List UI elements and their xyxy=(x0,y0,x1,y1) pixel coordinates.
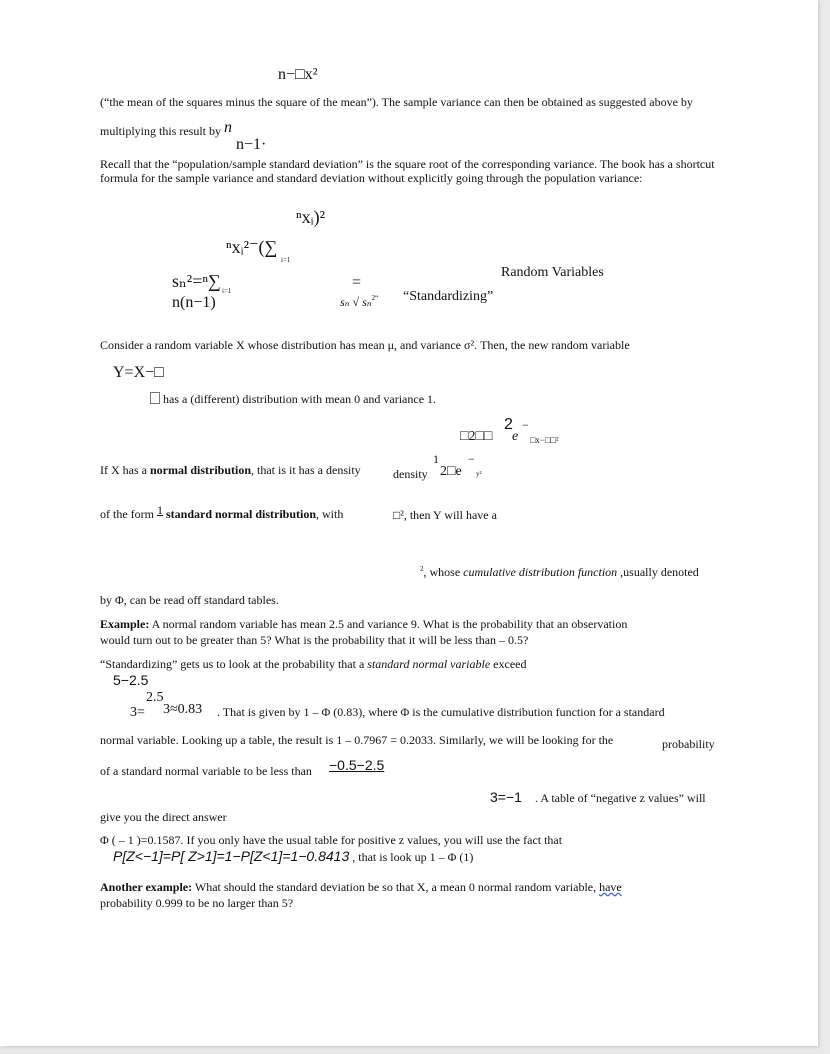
heading-random-variables: Random Variables xyxy=(501,265,604,280)
paragraph-has-distribution xyxy=(150,386,436,406)
if-x-suffix: , that is it has a density xyxy=(251,463,361,477)
lookup-text: , that is look up 1 – Φ (1) xyxy=(349,850,474,864)
pz-formula: P[Z<−1]=P[ Z>1]=1−P[Z<1]=1−0.8413 xyxy=(113,848,350,864)
cdf-c: ,usually denoted xyxy=(617,565,699,579)
multiplying-text: multiplying this result by xyxy=(100,124,222,138)
formula-denominator: n(n−1) xyxy=(172,294,216,311)
with-text: , with xyxy=(316,507,344,521)
formula-equals: = xyxy=(352,274,362,291)
standardizing-term: standard normal variable xyxy=(367,657,491,671)
formula-xi-squared-sum: ⁿxᵢ²⁻(∑ xyxy=(226,237,278,257)
paragraph-standardizing xyxy=(100,657,526,671)
paragraph-another-line2: probability 0.999 to be no larger than 5? xyxy=(100,896,294,910)
formula-n-minus-1: n−1· xyxy=(236,136,267,153)
paragraph-by-phi: by Φ, can be read off standard tables. xyxy=(100,593,279,607)
paragraph-pz-formula xyxy=(113,849,473,864)
formula-y-standardized: Y=X−□ xyxy=(113,364,164,381)
formula-approx-083: 3≈0.83 xyxy=(163,702,203,717)
multiplying-n: n xyxy=(224,119,233,136)
paragraph-less-than: of a standard normal variable to be less than xyxy=(100,764,312,778)
paragraph-mean-of-squares: (“the mean of the squares minus the square of the mean”). The sample variance can then be obtained as suggested above by xyxy=(100,95,693,109)
density-dash-a: − xyxy=(522,418,529,432)
paragraph-another-line1 xyxy=(100,880,622,894)
paragraph-phi-value: Φ ( – 1 )=0.1587. If you only have the usual table for positive z values, you will use the fact that xyxy=(100,833,563,847)
form-prefix: of the form xyxy=(100,507,154,521)
formula-n-minus-x2: n−□x² xyxy=(278,66,318,83)
paragraph-negative-z: . A table of “negative z values” will xyxy=(535,791,706,805)
density-fragment-a: 2 xyxy=(504,416,513,433)
cdf-term: cumulative distribution function xyxy=(463,565,618,579)
another-text: What should the standard deviation be so that X, a mean 0 normal random variable, xyxy=(192,880,600,894)
if-x-prefix: If X has a xyxy=(100,463,150,477)
density-e: e xyxy=(512,429,519,444)
formula-sn-sqrt-text: sₙ √ sₙ xyxy=(340,295,372,309)
example-text: A normal random variable has mean 2.5 and variance 9. What is the probability that an observation xyxy=(149,617,628,631)
formula-index-a: i=1 xyxy=(281,256,291,264)
standardizing-c: exceed xyxy=(490,657,527,671)
form-one: 1 xyxy=(156,503,163,517)
heading-standardizing: “Standardizing” xyxy=(403,289,494,304)
paragraph-cdf xyxy=(420,562,699,579)
density-top-boxes: □2□□ xyxy=(460,429,493,444)
placeholder-box xyxy=(150,392,160,404)
density-two-box-e: 2□e xyxy=(440,464,462,479)
density-dash-b: − xyxy=(468,452,475,466)
standard-normal-term: standard normal distribution xyxy=(165,507,317,521)
fraction-numerator: 5−2.5 xyxy=(113,672,149,688)
formula-xi-squared-top: ⁿxᵢ)² xyxy=(296,207,326,227)
paragraph-multiplying xyxy=(100,121,232,138)
another-label: Another example: xyxy=(100,880,193,894)
paragraph-example-line2: would turn out to be greater than 5? What is the probability that it will be less than – 0.5? xyxy=(100,633,529,647)
paragraph-normal-variable: normal variable. Looking up a table, the result is 1 – 0.7967 = 0.2033. Similarly, we will be looking for the xyxy=(100,733,614,747)
formula-sn-squared: sₙ²=ⁿ∑ xyxy=(172,271,221,291)
paragraph-example-line1 xyxy=(100,617,627,631)
cdf-a: , whose xyxy=(423,565,464,579)
density-label: density xyxy=(393,467,428,481)
fraction-3-equals: 3= xyxy=(130,705,145,720)
paragraph-form xyxy=(100,503,343,521)
normal-distribution-term: normal distribution xyxy=(149,463,251,477)
fraction-less-than: −0.5−2.5 xyxy=(329,757,385,773)
paragraph-recall-line1: Recall that the “population/sample standard deviation” is the square root of the corresponding variance. The book has a shortcut xyxy=(100,157,715,171)
have-word: have xyxy=(599,880,622,894)
paragraph-direct-answer: give you the direct answer xyxy=(100,810,227,824)
paragraph-given-by: . That is given by 1 – Φ (0.83), where Φ is the cumulative distribution function for a standard xyxy=(217,705,665,719)
probability-word: probability xyxy=(662,737,715,751)
formula-equals-minus1: 3=−1 xyxy=(490,789,522,805)
paragraph-if-normal xyxy=(100,463,361,477)
density-exponent: □x−□□² xyxy=(530,435,559,445)
paragraph-recall-line2: formula for the sample variance and standard deviation without explicitly going through the population variance: xyxy=(100,171,643,185)
paragraph-consider: Consider a random variable X whose distribution has mean μ, and variance σ². Then, the new random variable xyxy=(100,338,630,352)
formula-index-b: i=1 xyxy=(222,287,232,295)
cdf-sup: 2 xyxy=(420,565,424,573)
has-distribution-text: has a (different) distribution with mean 0 and variance 1. xyxy=(163,392,437,406)
density-one: 1 xyxy=(433,452,439,466)
formula-sup: 2“ xyxy=(371,294,379,302)
formula-sn-sqrt xyxy=(340,291,378,309)
example-label: Example: xyxy=(100,617,150,631)
standardizing-a: “Standardizing” gets us to look at the probability that a xyxy=(100,657,368,671)
density-y2: y² xyxy=(476,470,482,478)
paragraph-then-y: □², then Y will have a xyxy=(393,508,497,522)
fraction-2-5: 2.5 xyxy=(146,690,164,705)
